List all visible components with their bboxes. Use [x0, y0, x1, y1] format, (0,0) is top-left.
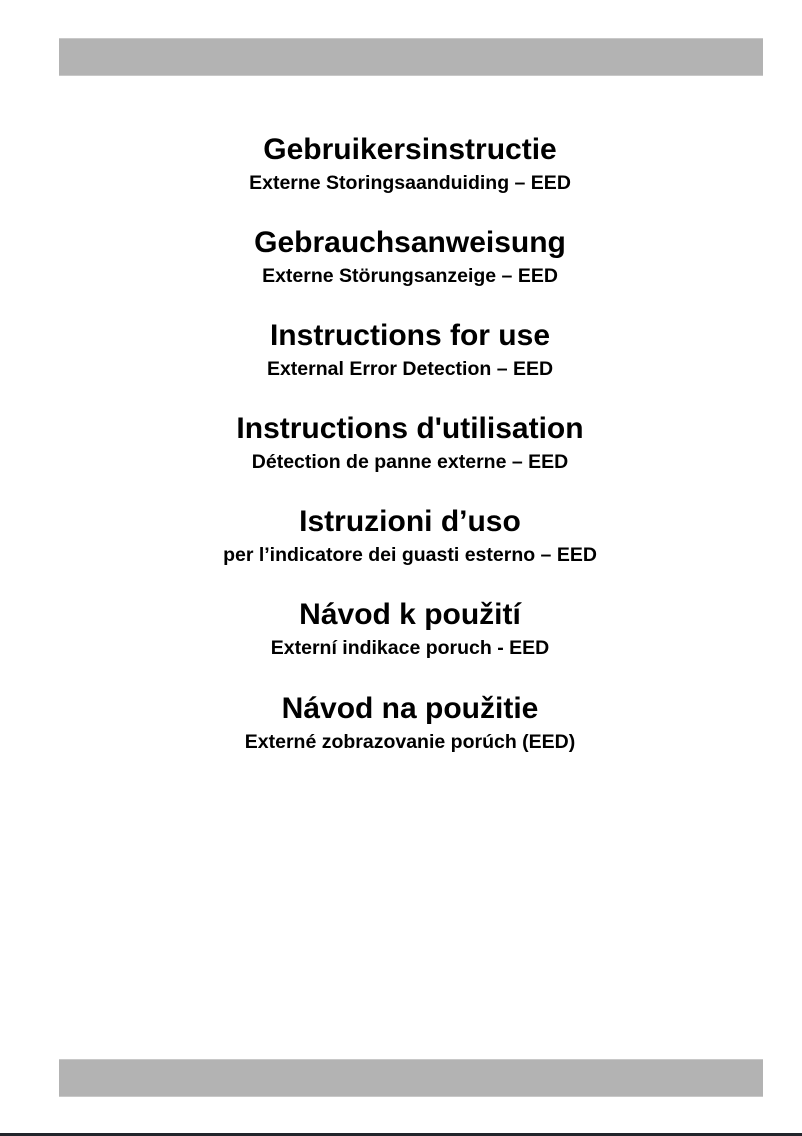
title-slovak: Návod na použitie — [281, 692, 539, 725]
subtitle-french: Détection de panne externe – EED — [251, 451, 569, 473]
section-czech — [0, 597, 802, 660]
section-italian — [0, 504, 802, 567]
section-french — [0, 411, 802, 474]
section-slovak — [0, 691, 802, 754]
subtitle-czech: Externí indikace poruch - EED — [270, 637, 550, 659]
title-dutch: Gebruikersinstructie — [263, 133, 557, 166]
subtitle-slovak: Externé zobrazovanie porúch (EED) — [244, 731, 576, 753]
subtitle-italian: per l’indicatore dei guasti esterno – EED — [223, 544, 597, 566]
title-german: Gebrauchsanweisung — [254, 226, 566, 259]
section-german — [0, 225, 802, 288]
title-italian: Istruzioni d’uso — [299, 505, 521, 538]
subtitle-german: Externe Störungsanzeige – EED — [262, 265, 558, 287]
title-czech: Návod k použití — [299, 598, 521, 631]
title-english: Instructions for use — [269, 319, 551, 352]
header-bar — [59, 38, 763, 76]
subtitle-dutch: Externe Storingsaanduiding – EED — [249, 172, 571, 194]
title-french: Instructions d'utilisation — [236, 412, 584, 445]
footer-bar — [59, 1059, 763, 1097]
section-english — [0, 318, 802, 381]
subtitle-english: External Error Detection – EED — [266, 358, 554, 380]
section-dutch — [0, 132, 802, 195]
